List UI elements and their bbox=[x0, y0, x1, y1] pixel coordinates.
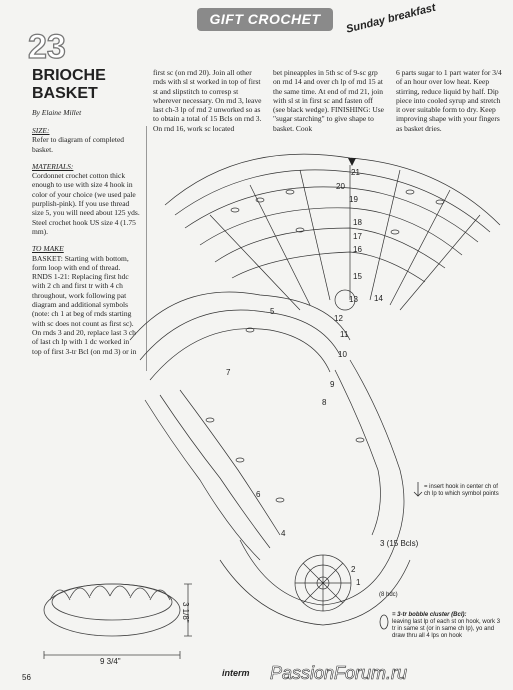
wedge-marker bbox=[348, 158, 356, 166]
round-label-11: 11 bbox=[340, 330, 349, 339]
round-label-2: 2 bbox=[351, 565, 356, 574]
pattern-number: 23 bbox=[28, 28, 66, 66]
round-label-13: 13 bbox=[349, 295, 358, 304]
insert-arrow-icon bbox=[414, 482, 422, 496]
instructions-col4: 6 parts sugar to 1 part water for 3/4 of an hour over low heat. Keep stirring, reduce liquid by half. Dip piece into cooled syrup and stretch it over suitable form to dry. Keep improving shape with your fingers as basket dries. bbox=[396, 68, 502, 133]
round-label-4: 4 bbox=[281, 529, 286, 538]
materials-text: Cordonnet crochet cotton thick enough to use with size 4 hook in color of your choice (we used pale purplish-pink). If you use thread size 5, you will need about 125 yds. Steel crochet hook US size 4 (1.75 mm). bbox=[32, 171, 140, 236]
round-label-21: 21 bbox=[351, 168, 360, 177]
instructions-col3: bet pineapples in 5th sc of 9-sc grp on rnd 14 and over ch lp of rnd 15 at the same time. At end of rnd 21, join with sl st in first sc and fasten off (see black wedge). FINISHING: Use "sugar starching" to give shape to basket. Cook bbox=[273, 68, 385, 133]
legend-bobble bbox=[392, 612, 504, 640]
basket-height: 3 1/8" bbox=[181, 602, 190, 623]
round-label-6: 6 bbox=[256, 490, 261, 499]
legend-bobble-text: leaving last lp of each st on hook, work 3 tr in same st (or in same ch lp), yo and draw thru all 4 lps on hook bbox=[392, 619, 501, 639]
page-number: 56 bbox=[22, 673, 31, 682]
byline: By Elaine Millet bbox=[32, 108, 82, 117]
basket-width: 9 3/4" bbox=[100, 657, 121, 666]
round-label-17: 17 bbox=[353, 232, 362, 241]
round-label-5: 5 bbox=[270, 307, 275, 316]
round-label-9: 9 bbox=[330, 380, 335, 389]
instructions-col2: first sc (on rnd 20). Join all other rnds with sl st worked in top of first st and slipstitch to corresp st wherever necessary. On rnd 3, leave last ch-3 lp of rnd 2 unworked so as to obtain a total of 15 Bcls on rnd 3. On rnd 16, work sc located bbox=[153, 68, 262, 133]
round-label-10: 10 bbox=[338, 350, 347, 359]
round-label-7: 7 bbox=[226, 368, 231, 377]
legend-insert-note: = insert hook in center ch of ch lp to which symbol points bbox=[424, 484, 499, 497]
make-heading: TO MAKE bbox=[32, 244, 64, 254]
round-label-18: 18 bbox=[353, 218, 362, 227]
legend-bobble-title: = 3-tr bobble cluster (Bcl): bbox=[392, 612, 467, 618]
round-label-16: 16 bbox=[353, 245, 362, 254]
round-label-1: 1 bbox=[356, 578, 361, 587]
header-subtitle: Sunday breakfast bbox=[345, 1, 437, 36]
round-label-14: 14 bbox=[374, 294, 383, 303]
watermark: PassionForum.ru bbox=[270, 663, 408, 683]
round-label-8: 8 bbox=[322, 398, 327, 407]
size-text: Refer to diagram of completed basket. bbox=[32, 135, 125, 154]
round-label-3: 3 (15 Bcls) bbox=[380, 539, 419, 548]
size-heading: SIZE: bbox=[32, 126, 50, 135]
make-text: BASKET: Starting with bottom, form loop with end of thread. RNDS 1-21: Replacing first hdc with 2 ch and first tr with 4 ch throughout, work following pat diagram and additional symbols (note: ch 1 at beg of rnds starting with sc does not count as first sc). On rnds 3 and 20, replace last 3 ch of last ch lp with 1 dc worked in top of first 3-tr Bcl (on rnd 3) or in bbox=[32, 253, 137, 356]
magazine-logo: interm bbox=[222, 668, 250, 678]
bobble-cluster-icon bbox=[380, 615, 388, 629]
materials-heading: MATERIALS: bbox=[32, 161, 74, 171]
round-label-15: 15 bbox=[353, 272, 362, 281]
pattern-title-line2: BASKET bbox=[32, 85, 98, 102]
pattern-title-line1: BRIOCHE bbox=[32, 67, 106, 84]
section-title: GIFT CROCHET bbox=[209, 11, 321, 27]
round-label-12: 12 bbox=[334, 314, 343, 323]
round-label-20: 20 bbox=[336, 182, 345, 191]
hdc-count-label: (8 hdc) bbox=[379, 592, 398, 598]
round-label-19: 19 bbox=[349, 195, 358, 204]
